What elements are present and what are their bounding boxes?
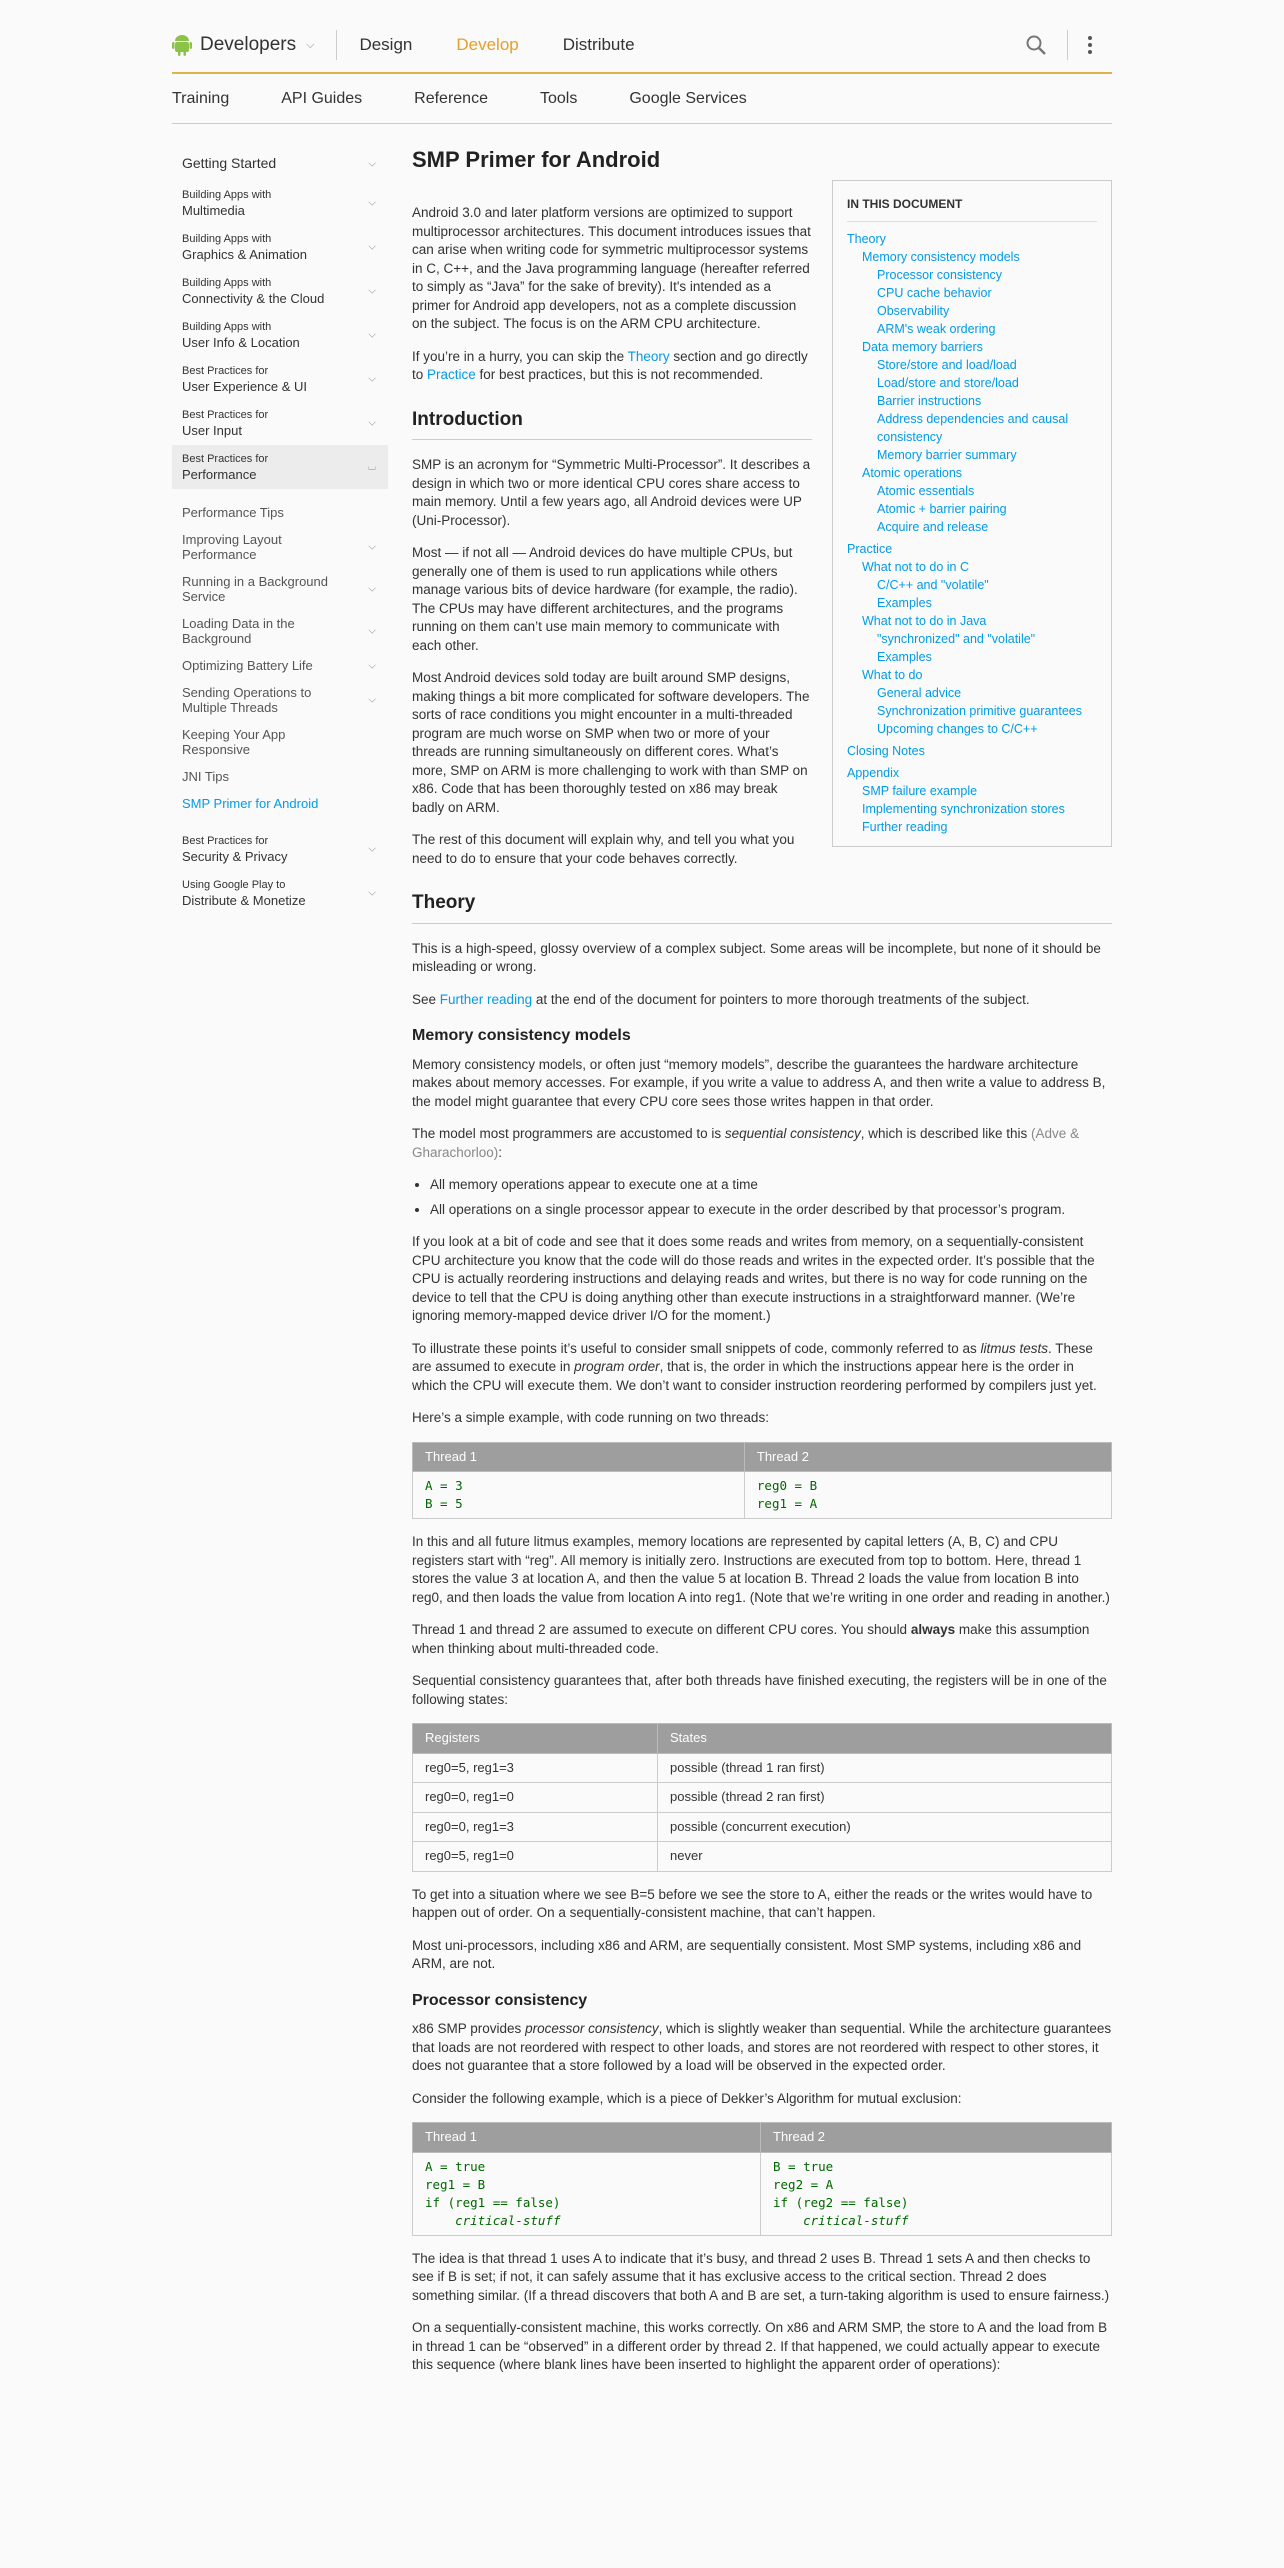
- search-icon[interactable]: [1025, 34, 1047, 56]
- intro-section: [412, 204, 812, 868]
- toc-link[interactable]: Atomic essentials: [877, 484, 975, 498]
- chevron-down-icon: ⌵: [368, 694, 376, 706]
- android-icon: [172, 34, 192, 56]
- chevron-down-icon: ⌵: [368, 843, 376, 855]
- theory-link[interactable]: Theory: [627, 348, 670, 364]
- sidebar-item-security[interactable]: [172, 827, 388, 871]
- table-header: Registers: [413, 1724, 658, 1754]
- sidebar-item-distribute[interactable]: [172, 871, 388, 915]
- smp-paragraph: SMP is an acronym for “Symmetric Multi-Processor”. It describes a design in which two or more identical CPU cores share access to main memory. Until a few years ago, all Android devices were UP (Uni-Processor).: [412, 457, 811, 528]
- toc-link[interactable]: CPU cache behavior: [877, 286, 992, 300]
- chevron-down-icon: ⌵: [368, 241, 376, 253]
- multi-cpu-paragraph: Most — if not all — Android devices do have multiple CPUs, but generally one of them is used to run applications while others manage various bits of device hardware (for example, the radio). The CPUs may have different architectures, and the programs running on them can’t use main memory to communicate with each other.: [412, 545, 798, 653]
- heading-introduction: Introduction: [412, 411, 812, 441]
- main-content: [412, 146, 1112, 2389]
- sidebar-sub-layout[interactable]: [172, 526, 388, 568]
- toc-link[interactable]: C/C++ and "volatile": [877, 578, 989, 592]
- divider: [1067, 30, 1068, 60]
- dekker-table: [412, 2122, 1112, 2236]
- sidebar-sub-smp-primer[interactable]: SMP Primer for Android: [182, 796, 319, 811]
- sidebar-item-connectivity[interactable]: [172, 269, 388, 313]
- sidebar-sub-battery[interactable]: [172, 652, 388, 679]
- toc-link[interactable]: Processor consistency: [877, 268, 1003, 282]
- sidebar-item-prefix: Building Apps with: [182, 233, 272, 245]
- chevron-down-icon[interactable]: ⌵: [306, 38, 315, 51]
- subnav-api-guides[interactable]: API Guides: [281, 89, 363, 107]
- sold-today-paragraph: Most Android devices sold today are built around SMP designs, making things a bit more complicated for software developers. The sorts of race conditions you might encounter in a multi-threaded program are much worse on SMP when two or more of your threads are running simultaneously on different cores. What’s more, SMP on ARM is more challenging to work with than SMP on x86. Code that has been thoroughly tested on x86 may break badly on ARM.: [412, 670, 810, 815]
- sidebar-item-label: Graphics & Animation: [182, 247, 308, 262]
- chevron-down-icon: ⌵: [368, 417, 376, 429]
- toc-link[interactable]: Atomic + barrier pairing: [877, 502, 1007, 516]
- sidebar-sub-threads[interactable]: [172, 679, 388, 721]
- simple-example-paragraph: Here’s a simple example, with code running on two threads:: [412, 1410, 769, 1425]
- toc-link[interactable]: Observability: [877, 304, 950, 318]
- table-row: reg0=0, reg1=0 possible (thread 2 ran first): [413, 1783, 1112, 1813]
- sidebar-item-prefix: Best Practices for: [182, 453, 269, 465]
- on-sequential-paragraph: On a sequentially-consistent machine, this works correctly. On x86 and ARM SMP, the store to A and the load from B in thread 1 can be “observed” in a different order by thread 2. If that happened, we could actually appear to execute this sequence (where blank lines have been inserted to highlight the apparent order of operations):: [412, 2320, 1108, 2372]
- sidebar-item-label: Distribute & Monetize: [182, 893, 306, 908]
- sidebar-sub-loading-data[interactable]: [172, 610, 388, 652]
- uniprocessor-paragraph: Most uni-processors, including x86 and ARM, are sequentially consistent. Most SMP systems, including x86 and ARM, are not.: [412, 1937, 1082, 1971]
- toc-link[interactable]: SMP failure example: [862, 784, 978, 798]
- chevron-down-icon: ⌵: [368, 197, 376, 209]
- further-reading-link[interactable]: Further reading: [439, 991, 533, 1007]
- theory-paragraph: This is a high-speed, glossy overview of a complex subject. Some areas will be incomplete, but none of it should be misleading or wrong.: [412, 940, 1101, 974]
- sidebar-item-label: Multimedia: [182, 203, 245, 218]
- x86-paragraph: x86 SMP provides processor consistency, which is slightly weaker than sequential. While the architecture guarantees that loads are not reordered with respect to other loads, and stores are not reordered with respect to other stores, it does not guarantee that a store followed by a load will be observed in the expected order.: [412, 2021, 1112, 2073]
- top-nav: [359, 35, 634, 55]
- sidebar-item-label: User Experience & UI: [182, 379, 307, 394]
- toc-link[interactable]: Theory: [847, 232, 886, 246]
- table-row: reg0=5, reg1=0 never: [413, 1842, 1112, 1872]
- sidebar-item-label: User Input: [182, 423, 242, 438]
- sidebar-item-label: User Info & Location: [182, 335, 300, 350]
- chevron-down-icon: ⌵: [368, 158, 376, 169]
- toc-link[interactable]: Examples: [877, 650, 932, 664]
- toc-link[interactable]: Acquire and release: [877, 520, 989, 534]
- toc-link[interactable]: Examples: [877, 596, 932, 610]
- sidebar-item-label: Getting Started: [182, 155, 277, 171]
- toc-link[interactable]: General advice: [877, 686, 962, 700]
- toc-link[interactable]: "synchronized" and "volatile": [877, 632, 1036, 646]
- toc-link[interactable]: Upcoming changes to C/C++: [877, 722, 1038, 736]
- table-header: States: [658, 1724, 1112, 1754]
- toc-link[interactable]: Barrier instructions: [877, 394, 982, 408]
- sidebar-item-prefix: Best Practices for: [182, 365, 269, 377]
- chevron-down-icon: ⌵: [368, 329, 376, 341]
- nav-distribute[interactable]: Distribute: [562, 35, 635, 54]
- citation: (Adve & Gharachorloo): [412, 1126, 1080, 1160]
- sidebar: [172, 146, 388, 915]
- subnav-tools[interactable]: Tools: [539, 89, 578, 107]
- chevron-down-icon: ⌵: [368, 660, 376, 671]
- sidebar-item-user-info[interactable]: [172, 313, 388, 357]
- toc-link[interactable]: Further reading: [862, 820, 948, 834]
- toc-link[interactable]: Memory barrier summary: [877, 448, 1017, 462]
- rest-paragraph: The rest of this document will explain why, and tell you what you need to do to ensure that your code behaves correctly.: [412, 832, 795, 866]
- states-table: [412, 1723, 1112, 1872]
- code-cell: A = 3 B = 5: [413, 1472, 745, 1519]
- list-item: • All operations on a single processor appear to execute in the order described by that processor’s program.: [430, 1201, 1112, 1220]
- sidebar-item-graphics[interactable]: [172, 225, 388, 269]
- table-header: Thread 2: [744, 1442, 1111, 1472]
- sidebar-item-prefix: Best Practices for: [182, 835, 269, 847]
- toc-link[interactable]: What not to do in C: [862, 560, 970, 574]
- toc-link[interactable]: Implementing synchronization stores: [862, 802, 1065, 816]
- chevron-up-icon: ⌴: [368, 461, 376, 473]
- toc-link[interactable]: Atomic operations: [862, 466, 963, 480]
- more-vert-icon[interactable]: [1088, 36, 1092, 54]
- sidebar-sub-responsive[interactable]: Keeping Your App Responsive: [182, 727, 286, 757]
- sidebar-item-prefix: Best Practices for: [182, 409, 269, 421]
- code-cell: B = true reg2 = A if (reg2 == false) critical-stuff: [761, 2152, 1112, 2235]
- sidebar-item-label: Security & Privacy: [182, 849, 288, 864]
- toc-link[interactable]: Practice: [847, 542, 893, 556]
- sidebar-group-performance: [172, 445, 388, 489]
- see-paragraph: See Further reading at the end of the document for pointers to more thorough treatments of the subject.: [412, 991, 1030, 1007]
- toc-link[interactable]: ARM's weak ordering: [877, 322, 996, 336]
- sidebar-sub-label: Improving Layout Performance: [182, 532, 282, 562]
- subnav-training[interactable]: Training: [172, 89, 230, 107]
- top-header: [172, 18, 1112, 74]
- assumption-paragraph: Thread 1 and thread 2 are assumed to execute on different CPU cores. You should always make this assumption when thinking about multi-threaded code.: [412, 1622, 1090, 1656]
- toc-link[interactable]: Synchronization primitive guarantees: [877, 704, 1082, 718]
- idea-paragraph: The idea is that thread 1 uses A to indicate that it’s busy, and thread 2 uses B. Thread 1 sets A and then checks to see if B is set; if not, it can safely assume that it has exclusive access to the critical section. Thread 2 does something similar. (If a thread discovers that both A and B are set, a turn-taking algorithm is used to ensure fairness.): [412, 2250, 1110, 2303]
- sidebar-sub-jni-tips[interactable]: JNI Tips: [182, 769, 229, 784]
- sidebar-item-prefix: Building Apps with: [182, 277, 272, 289]
- table-row: reg0=0, reg1=3 possible (concurrent execution): [413, 1812, 1112, 1842]
- heading-memory-consistency: Memory consistency models: [412, 1027, 631, 1044]
- sidebar-item-label: Performance: [182, 467, 257, 482]
- chevron-down-icon: ⌵: [368, 887, 376, 899]
- toc-link[interactable]: Memory consistency models: [862, 250, 1020, 264]
- intro-paragraph: Android 3.0 and later platform versions are optimized to support multiprocessor architectures. This document introduces issues that can arise when writing code for symmetric multiprocessor systems in C, C++, and the Java programming language (hereafter referred to simply as “Java” for the sake of brevity). It's intended as a primer for Android app developers, not as a complete discussion on the subject. The focus is on the ARM CPU architecture.: [412, 205, 811, 331]
- chevron-down-icon: ⌵: [368, 625, 376, 637]
- practice-link[interactable]: Practice: [427, 367, 476, 382]
- toc-link[interactable]: What not to do in Java: [862, 614, 987, 628]
- hurry-paragraph: If you’re in a hurry, you can skip the Theory section and go directly to Practice for best practices, but this is not recommended.: [412, 348, 808, 382]
- toc-link[interactable]: Address dependencies and causal consistency: [877, 412, 1069, 444]
- table-header: Thread 2: [761, 2123, 1112, 2153]
- list-item: • All memory operations appear to execute one at a time: [430, 1176, 1112, 1195]
- litmus-table-1: [412, 1442, 1112, 1520]
- chevron-down-icon: ⌵: [368, 373, 376, 385]
- b5-paragraph: To get into a situation where we see B=5 before we see the store to A, either the reads or the writes would have to happen out of order. On a sequentially-consistent machine, that can’t happen.: [412, 1886, 1093, 1920]
- code-cell: A = true reg1 = B if (reg1 == false) critical-stuff: [413, 2152, 761, 2235]
- sidebar-sub-performance-tips[interactable]: Performance Tips: [182, 505, 284, 520]
- toc-link[interactable]: Store/store and load/load: [877, 358, 1017, 372]
- sidebar-sub-label: Loading Data in the Background: [182, 616, 295, 646]
- chevron-down-icon: ⌵: [368, 285, 376, 297]
- sidebar-item-performance[interactable]: [172, 445, 388, 489]
- sidebar-item-prefix: Building Apps with: [182, 189, 272, 201]
- toc-link[interactable]: Appendix: [847, 766, 900, 780]
- nav-design[interactable]: Design: [359, 35, 413, 54]
- sidebar-sub-background-service[interactable]: [172, 568, 388, 610]
- toc-link[interactable]: Data memory barriers: [862, 340, 983, 354]
- sidebar-sub-label: Optimizing Battery Life: [182, 658, 313, 673]
- sidebar-item-user-input[interactable]: [172, 401, 388, 445]
- toc-link[interactable]: What to do: [862, 668, 923, 682]
- developers-logo[interactable]: [172, 34, 314, 56]
- mcm-paragraph: Memory consistency models, or often just “memory models”, describe the guarantees the hardware architecture makes about memory accesses. For example, if you write a value to address A, and then write a value to address B, the model might guarantee that every CPU core sees those writes happen in that order.: [412, 1056, 1106, 1109]
- divider: [336, 30, 337, 60]
- sidebar-sub-label: Running in a Background Service: [182, 574, 328, 604]
- model-paragraph: The model most programmers are accustomed to is sequential consistency, which is described like this (Adve & Gharachorloo):: [412, 1126, 1080, 1160]
- sidebar-item-getting-started[interactable]: [172, 146, 388, 181]
- code-cell: reg0 = B reg1 = A: [744, 1472, 1111, 1519]
- sidebar-item-ux[interactable]: [172, 357, 388, 401]
- page-title: SMP Primer for Android: [412, 147, 661, 172]
- heading-processor-consistency: Processor consistency: [412, 1991, 588, 2009]
- sidebar-item-prefix: Building Apps with: [182, 321, 272, 333]
- dekker-paragraph: Consider the following example, which is a piece of Dekker’s Algorithm for mutual exclusion:: [412, 2090, 962, 2106]
- sub-nav: [172, 74, 1112, 124]
- subnav-google-services[interactable]: Google Services: [629, 89, 747, 107]
- toc-title: IN THIS DOCUMENT: [847, 195, 1097, 222]
- consistency-list: [430, 1176, 1112, 1219]
- sidebar-sub-label: Sending Operations to Multiple Threads: [182, 685, 312, 715]
- illustrate-paragraph: To illustrate these points it’s useful to consider small snippets of code, commonly referred to as litmus tests. These are assumed to execute in program order, that is, the order in which the instructions appear here is the order in which the CPU will execute them. We don’t want to consider instruction reordering performed by compilers just yet.: [412, 1340, 1097, 1393]
- look-at-paragraph: If you look at a bit of code and see that it does some reads and writes from memory, on a sequentially-consistent CPU architecture you know that the code will do those reads and writes in the expected order. It’s possible that the CPU is actually reordering instructions and delaying reads and writes, but there is no way for code running on the device to tell that the CPU is doing anything other than execute instructions in a straightforward manner. (We’re ignoring memory-mapped device driver I/O for the moment.): [412, 1234, 1095, 1323]
- table-header: Thread 1: [413, 2123, 761, 2153]
- heading-theory: Theory: [412, 894, 1112, 924]
- sidebar-item-prefix: Using Google Play to: [182, 879, 286, 891]
- table-header: Thread 1: [413, 1442, 745, 1472]
- table-row: reg0=5, reg1=3 possible (thread 1 ran first): [413, 1753, 1112, 1783]
- sidebar-item-multimedia[interactable]: [172, 181, 388, 225]
- seq-consistency-paragraph: Sequential consistency guarantees that, after both threads have finished executing, the registers will be in one of the following states:: [412, 1673, 1107, 1707]
- chevron-down-icon: ⌵: [368, 541, 376, 553]
- toc-link[interactable]: Closing Notes: [847, 744, 925, 758]
- toc-link[interactable]: Load/store and store/load: [877, 376, 1019, 390]
- nav-develop[interactable]: Develop: [456, 35, 519, 54]
- header-actions: [1025, 30, 1092, 60]
- logo-text: Developers: [200, 34, 297, 55]
- subnav-reference[interactable]: Reference: [414, 89, 488, 107]
- sidebar-item-label: Connectivity & the Cloud: [182, 291, 325, 306]
- litmus-paragraph: In this and all future litmus examples, memory locations are represented by capital letters (A, B, C) and CPU registers start with “reg”. All memory is initially zero. Instructions are executed from top to bottom. Here, thread 1 stores the value 3 at location A, and then the value 5 at location B. Thread 2 loads the value from location B into reg0, and then loads the value from location A into reg1. (Note that we’re writing in one order and reading in another.): [412, 1534, 1110, 1605]
- chevron-down-icon: ⌵: [368, 583, 376, 595]
